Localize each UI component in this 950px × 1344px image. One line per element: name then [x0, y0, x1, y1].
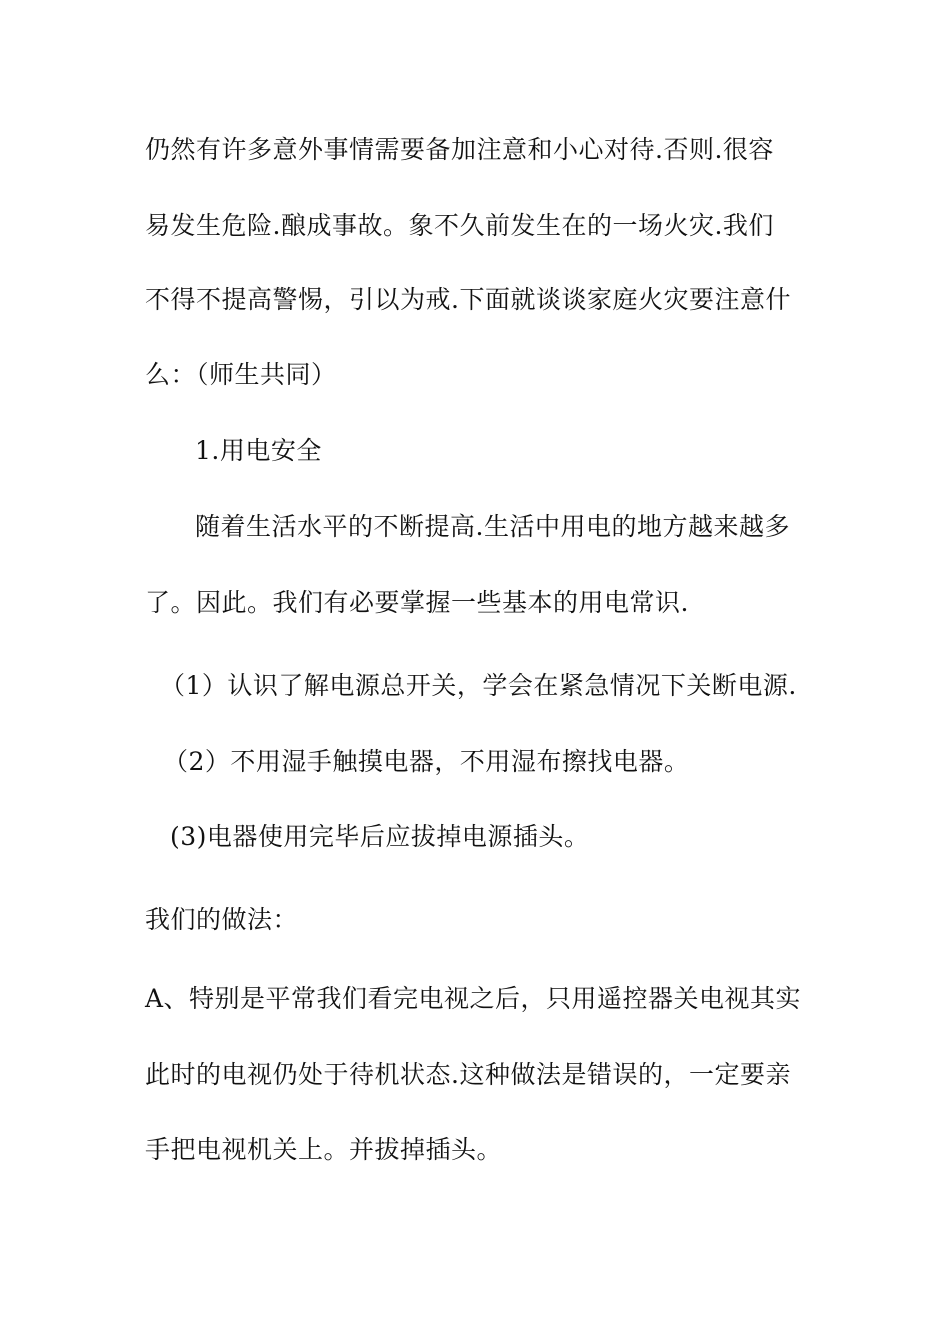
paragraph-line: 易发生危险.酿成事故。象不久前发生在的一场火灾.我们 [145, 211, 774, 240]
paragraph-line: 不得不提高警惕，引以为戒.下面就谈谈家庭火灾要注意什 [145, 285, 791, 314]
paragraph-line: A、特别是平常我们看完电视之后，只用遥控器关电视其实 [145, 984, 802, 1013]
list-item: （2）不用湿手触摸电器，不用湿布擦找电器。 [163, 747, 690, 776]
paragraph-line: 随着生活水平的不断提高.生活中用电的地方越来越多 [195, 512, 790, 541]
subheading: 我们的做法： [145, 905, 299, 934]
list-item: （1）认识了解电源总开关，学会在紧急情况下关断电源. [160, 671, 797, 700]
paragraph-line: 了。因此。我们有必要掌握一些基本的用电常识. [145, 588, 689, 617]
paragraph-line: 仍然有许多意外事情需要备加注意和小心对待.否则.很容 [145, 135, 774, 164]
section-heading: 1.用电安全 [195, 436, 322, 465]
paragraph-line: 此时的电视仍处于待机状态.这种做法是错误的，一定要亲 [145, 1060, 791, 1089]
paragraph-line: 手把电视机关上。并拔掉插头。 [145, 1135, 503, 1164]
paragraph-line: 么：（师生共同） [145, 360, 337, 389]
list-item: (3)电器使用完毕后应拔掉电源插头。 [170, 822, 590, 851]
